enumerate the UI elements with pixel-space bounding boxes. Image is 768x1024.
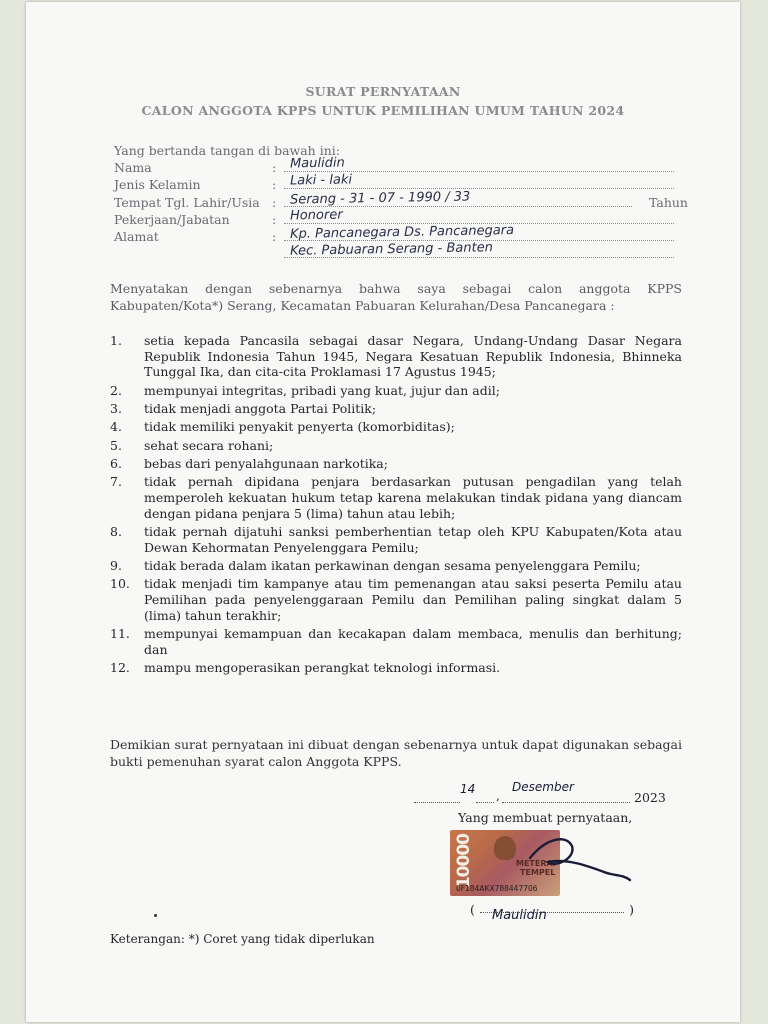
document-page [26,2,740,1022]
item-text: tidak menjadi tim kampanye atau tim pemenangan atau saksi peserta Pemilu atau Pemilihan pada penyelenggaraan Pemilu dan Pemilihan paling singkat dalam 5 (lima) tahun terakhir; [144,576,682,623]
signature-scribble [526,828,636,888]
item-number: 7. [110,474,122,490]
handwritten-value: Laki - laki [289,172,353,189]
item-number: 5. [110,437,122,453]
stamp-serial: 0F184AKX788447706 [456,884,538,893]
item-text: tidak memiliki penyakit penyerta (komorbiditas); [144,419,455,435]
item-text: tidak pernah dipidana penjara berdasarkan putusan pengadilan yang telah memperoleh kekuatan hukum tetap karena melakukan tindak pidana yang diancam dengan pidana penjara 5 (lima) tahun atau lebih; [144,474,682,521]
field-row-occupation: Pekerjaan/Jabatan : Honorer [114,212,674,229]
intro-text: Yang bertanda tangan di bawah ini: [114,143,340,158]
list-item [110,401,682,417]
handwritten-value: Honorer [289,207,343,224]
stamp-label: TEMPEL [520,868,556,877]
list-item [110,558,682,574]
handwritten-value: Serang - 31 - 07 - 1990 / 33 [289,189,471,208]
handwritten-signer-name: Maulidin [492,908,547,923]
list-item [110,383,682,399]
list-item [110,576,682,623]
item-text: tidak menjadi anggota Partai Politik; [144,401,377,416]
ink-dot [154,914,157,917]
field-label: Pekerjaan/Jabatan [114,212,230,227]
signature-block [414,780,674,825]
item-text: tidak berada dalam ikatan perkawinan dengan sesama penyelenggara Pemilu; [144,557,641,573]
field-row-birth: Tempat Tgl. Lahir/Usia : Serang - 31 - 07 - 1990 / 33 Tahun [114,189,688,210]
item-number: 6. [110,455,122,471]
list-item [110,333,682,380]
handwritten-value: Kp. Pancanegara Ds. Pancanegara [289,223,515,242]
handwritten-day: 14 [460,782,476,796]
signer-name-line: ( ) [470,902,634,917]
requirements-list [110,333,682,678]
field-row-address: Alamat : Kp. Pancanegara Ds. Pancanegara [114,229,674,246]
item-number: 1. [110,333,122,348]
item-text: mempunyai integritas, pribadi yang kuat, jujur dan adil; [144,382,500,398]
document-subtitle: CALON ANGGOTA KPPS UNTUK PEMILIHAN UMUM TAHUN 2024 [141,103,625,118]
field-row-address-2 [114,240,674,263]
list-item [110,419,682,435]
list-item [110,474,682,521]
field-suffix: Tahun [649,195,688,210]
item-number: 11. [110,625,130,641]
handwritten-value: Kec. Pabuaran Serang - Banten [289,240,494,259]
item-number: 12. [110,659,130,675]
statement-paragraph: Menyatakan dengan sebenarnya bahwa saya sebagai calon anggota KPPS Kabupaten/Kota*) Serang, Kecamatan Pabuaran Kelurahan/Desa Pancanegara : [110,281,682,313]
date-year: 2023 [634,790,666,805]
handwritten-value: Maulidin [289,155,345,172]
dotted-line [414,792,460,803]
field-row-gender: Jenis Kelamin : Laki - laki [114,177,674,194]
list-item [110,438,682,454]
list-item [110,660,682,676]
dotted-line [476,792,494,803]
item-text: mempunyai kemampuan dan kecakapan dalam membaca, menulis dan berhitung; dan [144,625,682,657]
stamp-value: 10000 [454,834,474,889]
document-title: SURAT PERNYATAAN [305,84,461,99]
field-label: Nama [114,160,152,175]
item-number: 4. [110,419,122,435]
item-number: 3. [110,401,122,416]
item-text: bebas dari penyalahgunaan narkotika; [144,455,388,471]
field-row-name: Nama : Maulidin [114,160,674,177]
stamp-label: METERAI [516,859,556,868]
list-item [110,456,682,472]
field-label: Tempat Tgl. Lahir/Usia [114,195,260,210]
maker-label: Yang membuat pernyataan, [458,810,633,825]
item-text: tidak pernah dijatuhi sanksi pemberhentian tetap oleh KPU Kabupaten/Kota atau Dewan Kehormatan Penyelenggara Pemilu; [144,523,682,555]
field-label: Alamat [114,229,159,244]
list-item [110,524,682,555]
dotted-line [284,188,674,189]
item-number: 10. [110,576,130,592]
closing-paragraph: Demikian surat pernyataan ini dibuat dengan sebenarnya untuk dapat digunakan sebagai bukti pemenuhan syarat calon Anggota KPPS. [110,737,682,769]
footnote: Keterangan: *) Coret yang tidak diperlukan [110,932,375,946]
item-text: sehat secara rohani; [144,437,274,453]
garuda-emblem-icon [494,836,516,860]
item-text: mampu mengoperasikan perangkat teknologi informasi. [144,659,501,675]
field-label: Jenis Kelamin [114,177,201,192]
item-number: 2. [110,382,122,398]
item-text: setia kepada Pancasila sebagai dasar Negara, Undang-Undang Dasar Negara Republik Indonesia Tahun 1945, Negara Kesatuan Republik Indonesia, Bhinneka Tunggal Ika, dan cita-cita Proklamasi 17 Agustus 1945; [144,333,682,380]
date-line: 14 , Desember 2023 [414,784,674,806]
handwritten-month: Desember [512,780,574,794]
item-number: 9. [110,557,122,573]
item-number: 8. [110,523,122,539]
list-item [110,626,682,657]
